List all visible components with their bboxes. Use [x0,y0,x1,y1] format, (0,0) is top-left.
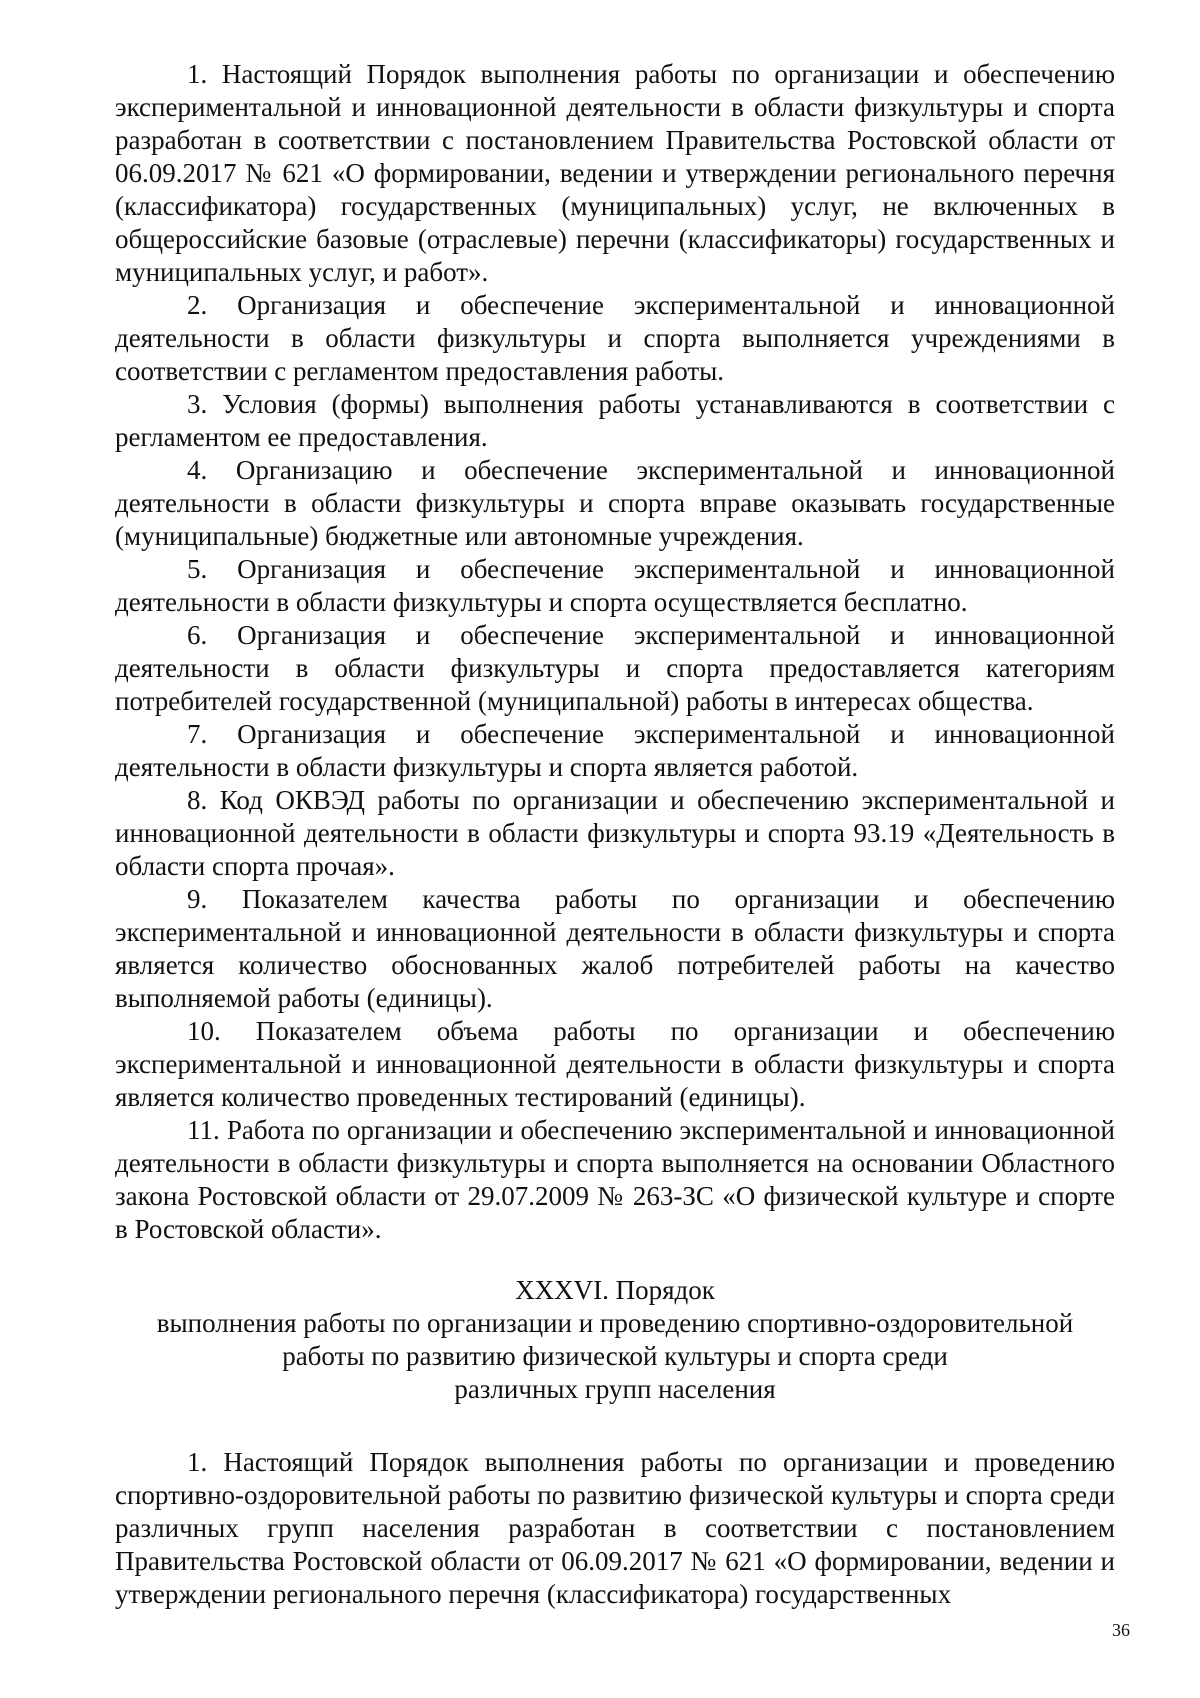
paragraph-1: 1. Настоящий Порядок выполнения работы по организации и обеспечению экспериментальной и инновационной деятельности в области физкультуры и спорта разработан в соответствии с постановлением Правительства Ростовской области от 06.09.2017 № 621 «О формировании, ведении и утверждении регионального перечня (классификатора) государственных (муниципальных) услуг, не включенных в общероссийские базовые (отраслевые) перечни (классификаторы) государственных и муниципальных услуг, и работ». [115,59,1115,287]
paragraph-11: 11. Работа по организации и обеспечению экспериментальной и инновационной деятельности в области физкультуры и спорта выполняется на основании Областного закона Ростовской области от 29.07.2009 № 263-ЗС «О физической культуре и спорте в Ростовской области». [115,1115,1115,1244]
paragraph-9: 9. Показателем качества работы по организации и обеспечению экспериментальной и инновационной деятельности в области физкультуры и спорта является количество обоснованных жалоб потребителей работы на качество выполняемой работы (единицы). [115,884,1115,1013]
section-heading-title: XXXVI. Порядок [515,1275,715,1305]
paragraph-xxxvi-1: 1. Настоящий Порядок выполнения работы по организации и проведению спортивно-оздоровительной работы по развитию физической культуры и спорта среди различных групп населения разработан в соответствии с постановлением Правительства Ростовской области от 06.09.2017 № 621 «О формировании, ведении и утверждении регионального перечня (классификатора) государственных [115,1447,1115,1609]
paragraph-3: 3. Условия (формы) выполнения работы устанавливаются в соответствии с регламентом ее предоставления. [115,389,1115,452]
paragraph-4: 4. Организацию и обеспечение экспериментальной и инновационной деятельности в области физкультуры и спорта вправе оказывать государственные (муниципальные) бюджетные или автономные учреждения. [115,455,1115,551]
paragraph-8: 8. Код ОКВЭД работы по организации и обеспечению экспериментальной и инновационной деятельности в области физкультуры и спорта 93.19 «Деятельность в области спорта прочая». [115,785,1115,881]
section-heading-xxxvi [115,1274,1115,1406]
page-number: 36 [1112,1620,1130,1640]
spacer [115,1406,1115,1446]
paragraph-7: 7. Организация и обеспечение экспериментальной и инновационной деятельности в области физкультуры и спорта является работой. [115,719,1115,782]
paragraph-10: 10. Показателем объема работы по организации и обеспечению экспериментальной и инновационной деятельности в области физкультуры и спорта является количество проведенных тестирований (единицы). [115,1016,1115,1112]
document-page [115,58,1115,1611]
section-xxxvi-body [115,1446,1115,1611]
section-heading-line: выполнения работы по организации и проведению спортивно-оздоровительной [156,1308,1074,1338]
section-previous-body [115,58,1115,1246]
paragraph-6: 6. Организация и обеспечение экспериментальной и инновационной деятельности в области физкультуры и спорта предоставляется категориям потребителей государственной (муниципальной) работы в интересах общества. [115,620,1115,716]
section-heading-line: работы по развитию физической культуры и спорта среди [282,1341,948,1371]
paragraph-5: 5. Организация и обеспечение экспериментальной и инновационной деятельности в области физкультуры и спорта осуществляется бесплатно. [115,554,1115,617]
section-heading-line: различных групп населения [454,1374,776,1404]
paragraph-2: 2. Организация и обеспечение экспериментальной и инновационной деятельности в области физкультуры и спорта выполняется учреждениями в соответствии с регламентом предоставления работы. [115,290,1115,386]
